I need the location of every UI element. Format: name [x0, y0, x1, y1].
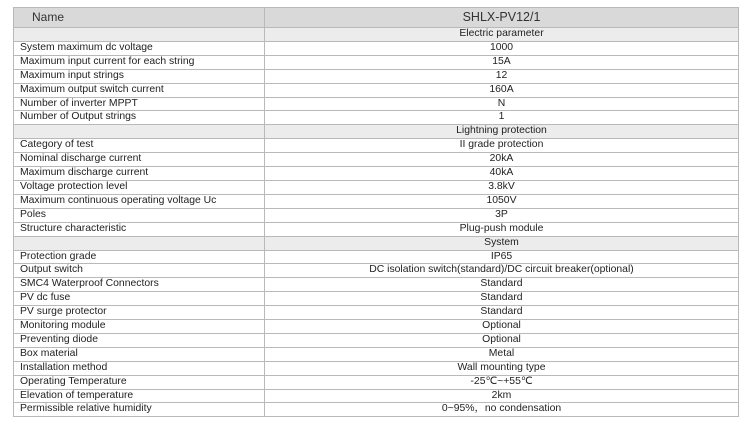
section-empty-cell [14, 236, 265, 250]
parameter-value: DC isolation switch(standard)/DC circuit breaker(optional) [265, 264, 739, 278]
spec-table-body [14, 8, 739, 417]
parameter-label: Number of Output strings [14, 111, 265, 125]
parameter-label: Nominal discharge current [14, 153, 265, 167]
parameter-label: Installation method [14, 361, 265, 375]
table-row [14, 111, 739, 125]
parameter-value: Standard [265, 292, 739, 306]
table-row [14, 278, 739, 292]
section-title: System [265, 236, 739, 250]
table-header-row [14, 8, 739, 28]
section-empty-cell [14, 28, 265, 42]
section-header-row [14, 125, 739, 139]
table-row [14, 180, 739, 194]
table-row [14, 389, 739, 403]
section-empty-cell [14, 125, 265, 139]
parameter-label: Maximum input current for each string [14, 55, 265, 69]
parameter-label: Elevation of temperature [14, 389, 265, 403]
table-row [14, 83, 739, 97]
parameter-label: Box material [14, 347, 265, 361]
parameter-value: Optional [265, 333, 739, 347]
parameter-label: Poles [14, 208, 265, 222]
parameter-value: Metal [265, 347, 739, 361]
parameter-value: N [265, 97, 739, 111]
parameter-label: System maximum dc voltage [14, 41, 265, 55]
section-header-row [14, 236, 739, 250]
table-row [14, 41, 739, 55]
parameter-label: Preventing diode [14, 333, 265, 347]
parameter-value: 1 [265, 111, 739, 125]
parameter-label: Maximum input strings [14, 69, 265, 83]
table-row [14, 264, 739, 278]
parameter-label: Monitoring module [14, 320, 265, 334]
parameter-value: II grade protection [265, 139, 739, 153]
parameter-label: PV surge protector [14, 306, 265, 320]
parameter-label: Protection grade [14, 250, 265, 264]
parameter-value: Optional [265, 320, 739, 334]
parameter-label: Voltage protection level [14, 180, 265, 194]
parameter-label: Structure characteristic [14, 222, 265, 236]
parameter-value: 12 [265, 69, 739, 83]
parameter-value: 1000 [265, 41, 739, 55]
parameter-label: SMC4 Waterproof Connectors [14, 278, 265, 292]
table-row [14, 153, 739, 167]
parameter-label: Operating Temperature [14, 375, 265, 389]
parameter-value: Wall mounting type [265, 361, 739, 375]
table-row [14, 306, 739, 320]
parameter-label: Number of inverter MPPT [14, 97, 265, 111]
parameter-label: Category of test [14, 139, 265, 153]
section-title: Lightning protection [265, 125, 739, 139]
parameter-value: 2km [265, 389, 739, 403]
table-row [14, 375, 739, 389]
spec-table-container [13, 7, 739, 417]
parameter-value: IP65 [265, 250, 739, 264]
parameter-value: 3.8kV [265, 180, 739, 194]
parameter-label: Permissible relative humidity [14, 403, 265, 417]
parameter-value: 15A [265, 55, 739, 69]
parameter-value: Standard [265, 306, 739, 320]
parameter-value: Standard [265, 278, 739, 292]
table-row [14, 167, 739, 181]
table-row [14, 97, 739, 111]
table-row [14, 292, 739, 306]
table-row [14, 222, 739, 236]
table-row [14, 403, 739, 417]
table-row [14, 250, 739, 264]
table-row [14, 55, 739, 69]
table-row [14, 208, 739, 222]
parameter-value: 3P [265, 208, 739, 222]
table-row [14, 194, 739, 208]
parameter-label: PV dc fuse [14, 292, 265, 306]
table-row [14, 139, 739, 153]
table-row [14, 361, 739, 375]
spec-table [13, 7, 739, 417]
table-row [14, 69, 739, 83]
parameter-label: Output switch [14, 264, 265, 278]
parameter-value: -25℃~+55℃ [265, 375, 739, 389]
parameter-value: 1050V [265, 194, 739, 208]
parameter-value: 20kA [265, 153, 739, 167]
table-row [14, 320, 739, 334]
section-header-row [14, 28, 739, 42]
parameter-label: Maximum continuous operating voltage Uc [14, 194, 265, 208]
parameter-value: 160A [265, 83, 739, 97]
parameter-value: 40kA [265, 167, 739, 181]
table-row [14, 333, 739, 347]
parameter-value: Plug-push module [265, 222, 739, 236]
parameter-value: 0~95%，no condensation [265, 403, 739, 417]
section-title: Electric parameter [265, 28, 739, 42]
header-model-cell: SHLX-PV12/1 [265, 8, 739, 28]
header-name-cell: Name [14, 8, 265, 28]
table-row [14, 347, 739, 361]
parameter-label: Maximum output switch current [14, 83, 265, 97]
parameter-label: Maximum discharge current [14, 167, 265, 181]
